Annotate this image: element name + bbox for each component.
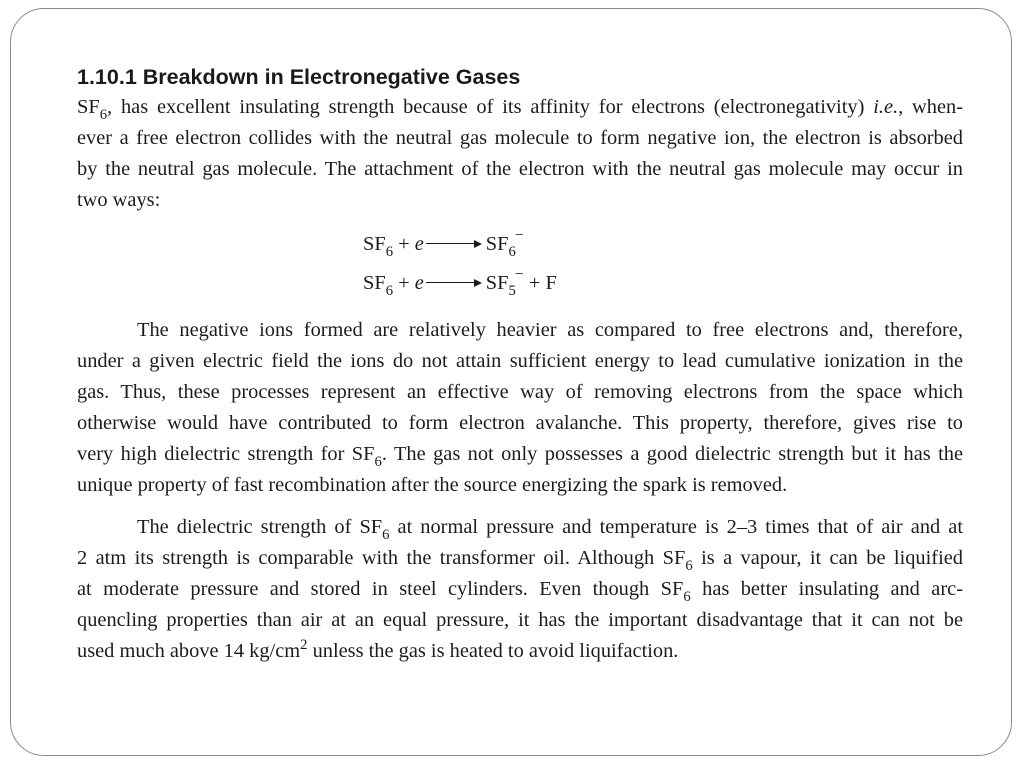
text-line: otherwise would have contributed to form electron avalanche. This property, therefore, gives rise to	[77, 412, 963, 434]
page-content	[77, 62, 963, 667]
paragraph-gap	[77, 501, 963, 512]
text-line: $SF_6$, has excellent insulating strength because of its affinity for electrons (electronegativity) i.e., when-	[77, 96, 963, 124]
text-line: The negative ions formed are relatively heavier as compared to free electrons and, therefore,	[137, 319, 963, 341]
text-line: under a given electric field the ions do not attain sufficient energy to lead cumulative ionization in the	[77, 350, 963, 372]
reaction-arrow-icon	[426, 239, 482, 249]
text-line: by the neutral gas molecule. The attachment of the electron with the neutral gas molecule may occur in	[77, 158, 963, 180]
text-line: two ways:	[77, 189, 161, 211]
text-line: quencling properties than air at an equal pressure, it has the important disadvantage that it can not be	[77, 609, 963, 631]
text-line: at moderate pressure and stored in steel cylinders. Even though $SF_6$ has better insulating and arc-	[77, 578, 963, 606]
section-heading: 1.10.1 Breakdown in Electronegative Gases	[77, 65, 521, 89]
text-line: unique property of fast recombination after the source energizing the spark is removed.	[77, 474, 788, 496]
paragraph-intro	[77, 92, 963, 216]
text-line: used much above 14 $kg/cm^2$ unless the gas is heated to avoid liquifaction.	[77, 636, 679, 662]
equation-block	[363, 225, 963, 303]
text-line: ever a free electron collides with the neutral gas molecule to form negative ion, the electron is absorbed	[77, 127, 963, 149]
negative-ion: $SF_6$ −	[485, 227, 524, 261]
text-line: very high dielectric strength for $SF_6$. The gas not only possesses a good dielectric strength but it has the	[77, 443, 963, 471]
text-line: gas. Thus, these processes represent an effective way of removing electrons from the space which	[77, 381, 963, 403]
equation-attachment: $SF_6 + e$ $SF_6$ −	[363, 225, 963, 264]
reaction-arrow-icon	[426, 278, 482, 288]
text-line: The dielectric strength of $SF_6$ at normal pressure and temperature is 2–3 times that of air and at	[137, 516, 963, 544]
paragraph-negative-ions	[77, 315, 963, 501]
paragraph-dielectric-strength	[77, 512, 963, 667]
text-line: 2 atm its strength is comparable with the transformer oil. Although $SF_6$ is a vapour, it can be liquified	[77, 547, 963, 575]
equation-dissociative-attachment: $SF_6 + e$ $SF_5$ − + F	[363, 264, 963, 303]
negative-ion: $SF_5$ −	[485, 266, 524, 300]
